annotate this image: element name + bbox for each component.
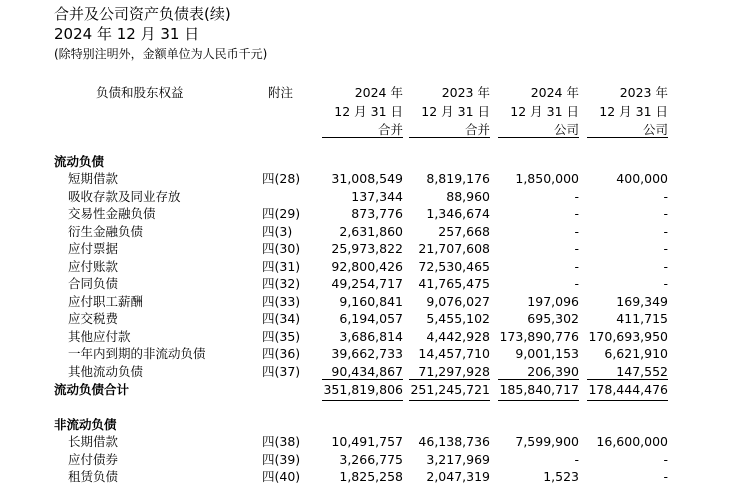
row-value: - xyxy=(574,451,579,467)
header-rule-1 xyxy=(322,137,403,138)
section-noncurrent-liabilities: 非流动负债 xyxy=(54,417,117,432)
row-note: 四(34) xyxy=(262,311,301,326)
row-note: 四(29) xyxy=(262,206,301,221)
row-value: 147,552 xyxy=(616,363,668,379)
row-label: 应付职工薪酬 xyxy=(68,293,144,309)
row-value: - xyxy=(663,451,668,467)
row-label: 其他流动负债 xyxy=(68,363,144,379)
row-value: - xyxy=(574,206,579,221)
table-row xyxy=(0,275,734,293)
subtotal-rule-2 xyxy=(409,379,490,380)
subtotal-rule-4 xyxy=(587,379,668,380)
header-col-2: 2023 年 12 月 31 日 合并 xyxy=(421,85,490,137)
header-col-1: 2024 年 12 月 31 日 合并 xyxy=(334,85,403,137)
row-value: 92,800,426 xyxy=(331,258,403,274)
row-label: 短期借款 xyxy=(68,171,119,186)
row-label: 吸收存款及同业存放 xyxy=(68,188,181,204)
row-value: 16,600,000 xyxy=(596,434,668,449)
row-value: 31,008,549 xyxy=(331,171,403,186)
row-note: 四(30) xyxy=(262,241,301,256)
row-value: - xyxy=(574,276,579,291)
row-value: 41,765,475 xyxy=(418,276,490,291)
row-label: 长期借款 xyxy=(68,434,119,449)
row-value: 1,346,674 xyxy=(426,206,490,221)
row-note: 四(31) xyxy=(262,258,301,274)
table-row xyxy=(0,310,734,328)
total-row xyxy=(0,381,734,399)
row-value: 197,096 xyxy=(527,293,579,309)
row-label: 其他应付款 xyxy=(68,328,131,344)
row-value: 71,297,928 xyxy=(418,363,490,379)
row-note: 四(3) xyxy=(262,223,293,239)
row-value: - xyxy=(663,276,668,291)
row-value: 2,047,319 xyxy=(426,469,490,484)
row-note: 四(39) xyxy=(262,451,301,467)
subtotal-rule-1 xyxy=(322,379,403,380)
section-current-liabilities: 流动负债 xyxy=(54,154,105,169)
subtotal-rule-3 xyxy=(498,379,579,380)
row-value: - xyxy=(663,241,668,256)
row-value: 3,266,775 xyxy=(339,451,403,467)
total-value: 185,840,717 xyxy=(499,382,579,397)
table-row xyxy=(0,293,734,311)
total-rule-3 xyxy=(498,400,579,401)
row-note: 四(36) xyxy=(262,346,301,361)
header-rule-4 xyxy=(587,137,668,138)
row-value: 4,442,928 xyxy=(426,328,490,344)
row-value: 6,621,910 xyxy=(604,346,668,361)
statement-date: 2024 年 12 月 31 日 xyxy=(54,25,200,43)
row-value: 3,686,814 xyxy=(339,328,403,344)
row-value: 8,819,176 xyxy=(426,171,490,186)
row-value: 695,302 xyxy=(527,311,579,326)
header-rule-3 xyxy=(498,137,579,138)
row-label: 租赁负债 xyxy=(68,469,119,484)
row-note: 四(40) xyxy=(262,469,301,484)
row-value: 25,973,822 xyxy=(331,241,403,256)
row-value: - xyxy=(663,223,668,239)
page-title: 合并及公司资产负债表(续) xyxy=(54,5,231,23)
row-value: 257,668 xyxy=(438,223,490,239)
row-value: 170,693,950 xyxy=(588,328,668,344)
row-value: 206,390 xyxy=(527,363,579,379)
row-value: 3,217,969 xyxy=(426,451,490,467)
total-rule-2 xyxy=(409,400,490,401)
row-value: 88,960 xyxy=(446,188,490,204)
row-value: - xyxy=(574,241,579,256)
row-value: 90,434,867 xyxy=(331,363,403,379)
row-value: - xyxy=(574,258,579,274)
row-value: 21,707,608 xyxy=(418,241,490,256)
row-value: 72,530,465 xyxy=(418,258,490,274)
total-value: 251,245,721 xyxy=(410,382,490,397)
total-rule-4 xyxy=(587,400,668,401)
row-note: 四(37) xyxy=(262,363,301,379)
row-value: - xyxy=(663,188,668,204)
row-value: 46,138,736 xyxy=(418,434,490,449)
table-row xyxy=(0,328,734,346)
row-label: 合同负债 xyxy=(68,276,119,291)
row-value: 5,455,102 xyxy=(426,311,490,326)
total-value: 351,819,806 xyxy=(323,382,403,397)
row-value: 1,850,000 xyxy=(515,171,579,186)
row-label: 应付票据 xyxy=(68,241,119,256)
row-value: - xyxy=(663,258,668,274)
row-value: 14,457,710 xyxy=(418,346,490,361)
row-value: 9,076,027 xyxy=(426,293,490,309)
table-row xyxy=(0,240,734,258)
row-value: 9,160,841 xyxy=(339,293,403,309)
row-value: 6,194,057 xyxy=(339,311,403,326)
row-value: 137,344 xyxy=(351,188,403,204)
table-row xyxy=(0,468,734,486)
row-label: 应交税费 xyxy=(68,311,119,326)
unit-note: (除特别注明外，金额单位为人民币千元) xyxy=(54,47,268,61)
row-label: 衍生金融负债 xyxy=(68,223,144,239)
table-row xyxy=(0,433,734,451)
row-value: 411,715 xyxy=(616,311,668,326)
header-rule-2 xyxy=(409,137,490,138)
row-value: - xyxy=(663,206,668,221)
row-value: 39,662,733 xyxy=(331,346,403,361)
row-note: 四(35) xyxy=(262,328,301,344)
header-col-3: 2024 年 12 月 31 日 公司 xyxy=(510,85,579,137)
row-value: 873,776 xyxy=(351,206,403,221)
table-row xyxy=(0,170,734,188)
row-label: 应付债券 xyxy=(68,451,119,467)
table-row xyxy=(0,451,734,469)
row-note: 四(28) xyxy=(262,171,301,186)
row-label: 应付账款 xyxy=(68,258,119,274)
total-value: 178,444,476 xyxy=(588,382,668,397)
table-row xyxy=(0,188,734,206)
table-row xyxy=(0,223,734,241)
table-row xyxy=(0,363,734,381)
header-note: 附注 xyxy=(268,85,294,100)
row-value: 7,599,900 xyxy=(515,434,579,449)
header-item: 负债和股东权益 xyxy=(96,85,184,100)
table-row xyxy=(0,345,734,363)
row-label: 一年内到期的非流动负债 xyxy=(68,346,206,361)
row-note: 四(33) xyxy=(262,293,301,309)
header-col-4: 2023 年 12 月 31 日 公司 xyxy=(599,85,668,137)
row-value: - xyxy=(663,469,668,484)
total-label: 流动负债合计 xyxy=(54,382,130,397)
total-rule-1 xyxy=(322,400,403,401)
row-value: 169,349 xyxy=(616,293,668,309)
row-value: 49,254,717 xyxy=(331,276,403,291)
row-value: 1,825,258 xyxy=(339,469,403,484)
row-value: 2,631,860 xyxy=(339,223,403,239)
row-value: 9,001,153 xyxy=(515,346,579,361)
row-value: 1,523 xyxy=(543,469,579,484)
row-value: 10,491,757 xyxy=(331,434,403,449)
table-row xyxy=(0,258,734,276)
table-row xyxy=(0,205,734,223)
row-value: 173,890,776 xyxy=(499,328,579,344)
row-value: - xyxy=(574,188,579,204)
row-value: - xyxy=(574,223,579,239)
row-note: 四(38) xyxy=(262,434,301,449)
row-value: 400,000 xyxy=(616,171,668,186)
row-label: 交易性金融负债 xyxy=(68,206,156,221)
row-note: 四(32) xyxy=(262,276,301,291)
